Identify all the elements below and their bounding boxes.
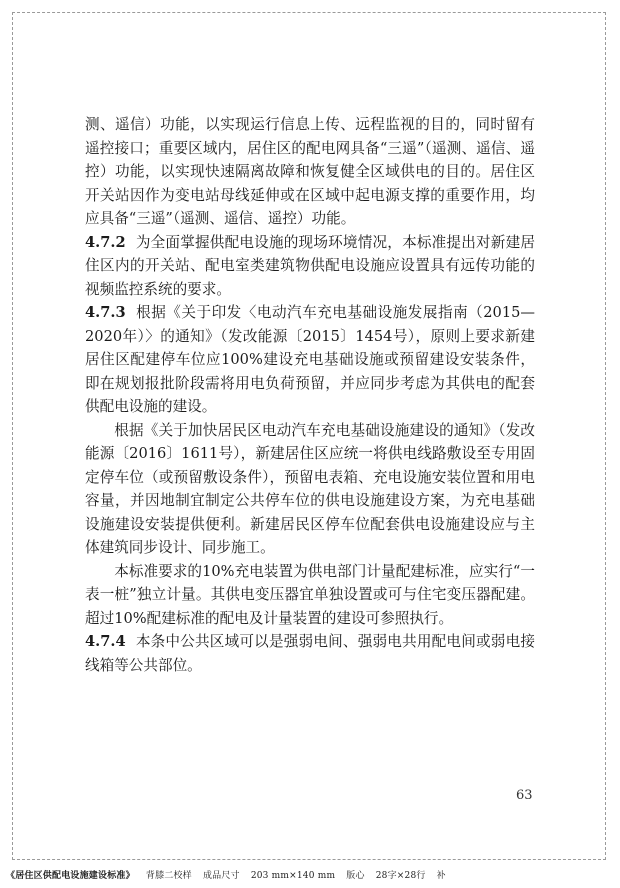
paragraph [85,301,535,419]
footer-extra: 补 [436,871,446,881]
paragraph-text: 根据《关于印发〈电动汽车充电基础设施发展指南（2015—2020年）〉的通知》（发改能源〔2015〕1454号），原则上要求新建居住区配建停车位应100%建设充电基础设施或预留建设安装条件，即在规划报批阶段需将用电负荷预留，并应同步考虑为其供电的配套供配电设施的建设。 [85,304,535,415]
footer-size-label: 成品尺寸 [202,871,240,881]
page-number: 63 [516,788,533,803]
paragraph [85,113,535,231]
section-number: 4.7.3 [85,304,126,321]
paragraph-text: 本标准要求的10%充电装置为供电部门计量配建标准，应实行“一表一桩”独立计量。其供电变压器宜单独设置或可与住宅变压器配建。超过10%配建标准的配电及计量装置的建设可参照执行。 [85,562,535,627]
print-footer [6,868,454,881]
body-text [85,113,535,677]
paragraph-text: 测、遥信）功能，以实现运行信息上传、远程监视的目的，同时留有遥控接口；重要区域内，居住区的配电网具备“三遥”（遥测、遥信、遥控）功能，以实现快速隔离故障和恢复健全区域供电的目的。居住区开关站因作为变电站母线延伸或在区域中起电源支撑的重要作用，均应具备“三遥”（遥测、遥信、遥控）功能。 [85,116,535,227]
section-number: 4.7.4 [85,633,126,650]
footer-size-value: 203 mm×140 mm [250,871,336,881]
paragraph [85,419,535,560]
paragraph-text: 根据《关于加快居民区电动汽车充电基础设施建设的通知》（发改能源〔2016〕1611号），新建居住区应统一将供电线路敷设至专用固定停车位（或预留敷设条件），预留电表箱、充电设施安装位置和用电容量，并因地制宜制定公共停车位的供电设施建设方案，为充电基础设施建设安装提供便利。新建居民区停车位配套供电设施建设应与主体建筑同步设计、同步施工。 [85,421,535,556]
paragraph [85,630,535,677]
section-number: 4.7.2 [85,233,126,251]
paragraph [85,560,535,631]
footer-core-value: 28字×28行 [375,871,426,881]
footer-proof: 背膝二校样 [145,871,192,881]
paragraph-text: 本条中公共区域可以是强弱电间、强弱电共用配电间或弱电接线箱等公共部位。 [85,633,535,674]
footer-core-label: 版心 [346,871,365,881]
footer-book-title: 《居住区供配电设施建设标准》 [6,871,135,881]
paragraph-text: 为全面掌握供配电设施的现场环境情况，本标准提出对新建居住区内的开关站、配电室类建筑物供配电设施应设置具有远传功能的视频监控系统的要求。 [85,233,535,298]
paragraph [85,231,535,302]
